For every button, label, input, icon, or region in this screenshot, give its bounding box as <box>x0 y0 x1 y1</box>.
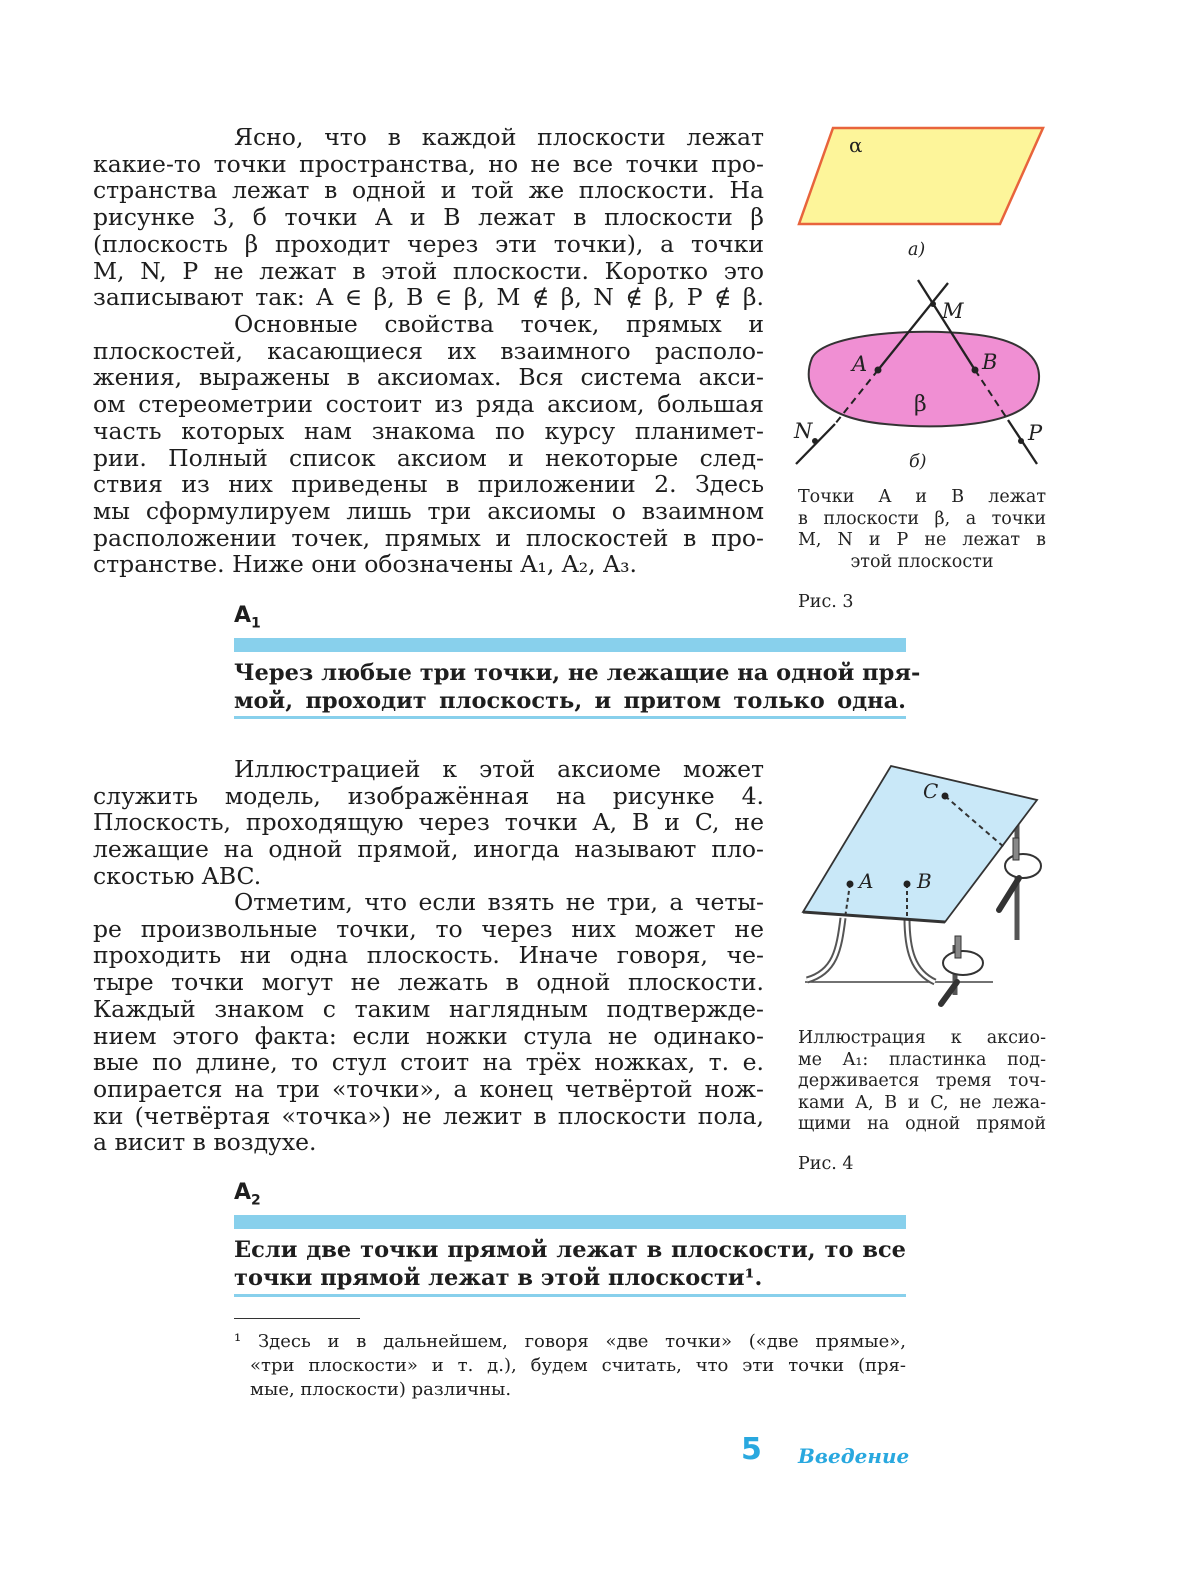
text-line: ствия из них приведены в приложении 2. Здесь <box>93 470 764 499</box>
figure-4-diagram <box>795 760 1055 1020</box>
page-number: 5 <box>741 1432 762 1467</box>
text-line: нием этого факта: если ножки стула не одинако- <box>93 1021 764 1050</box>
label-n: N <box>794 419 813 443</box>
label-b: B <box>982 350 998 374</box>
text-line: Иллюстрацией к этой аксиоме может <box>234 755 764 783</box>
caption-line: M, N и P не лежат в <box>798 530 1046 550</box>
text-line: рисунке 3, б точки A и B лежат в плоскости β <box>93 203 764 232</box>
caption-line: Иллюстрация к аксио- <box>798 1028 1046 1048</box>
label-a: A <box>859 869 874 893</box>
clamp-upper <box>1005 854 1041 878</box>
point-a <box>847 881 854 888</box>
support-leg-left-highlight <box>807 918 843 980</box>
text-line: скостью ABC. <box>93 861 262 890</box>
text-line: ки (четвёртая «точка») не лежит в плоскости пола, <box>93 1101 764 1130</box>
figure-4-number: Рис. 4 <box>798 1154 854 1174</box>
figure-3a-plane <box>795 122 1050 232</box>
text-line: вые по длине, то стул стоит на трёх ножках, т. е. <box>93 1048 764 1077</box>
point-b <box>972 367 979 374</box>
axiom-1-bar <box>234 638 906 652</box>
figure-3b-diagram <box>790 278 1060 473</box>
axiom-2-underline <box>234 1294 906 1297</box>
caption-line: держивается тремя точ- <box>798 1071 1046 1091</box>
footnote-rule <box>234 1318 360 1319</box>
axiom-line: Через любые три точки, не лежащие на одной пря- <box>234 660 921 686</box>
axiom-line: Если две точки прямой лежат в плоскости, то все <box>234 1237 906 1263</box>
text-line: странстве. Ниже они обозначены A₁, A₂, A₃. <box>93 550 637 579</box>
text-line: расположении точек, прямых и плоскостей в про- <box>93 523 764 552</box>
axiom-1-underline <box>234 716 906 719</box>
text-line: лежащие на одной прямой, иногда называют пло- <box>93 835 764 864</box>
text-line: плоскостей, касающиеся их взаимного располо- <box>93 336 764 365</box>
axiom-2-index: 2 <box>251 1192 261 1209</box>
figure-3a-sublabel: а) <box>908 240 926 260</box>
intro-paragraph-2 <box>93 311 764 578</box>
axiom-line: точки прямой лежат в этой плоскости¹. <box>234 1265 763 1291</box>
text-line: ом стереометрии состоит из ряда аксиом, большая <box>93 390 764 419</box>
caption-line: ками A, B и C, не лежа- <box>798 1092 1046 1113</box>
point-p <box>1018 438 1024 444</box>
point-c <box>942 793 949 800</box>
text-line: служить модель, изображённая на рисунке 4. <box>93 781 764 810</box>
intro-paragraph-1 <box>93 124 764 311</box>
text-line: Основные свойства точек, прямых и <box>234 310 764 338</box>
label-beta: β <box>914 392 927 417</box>
footnote-line: мые, плоскости) различны. <box>250 1379 512 1400</box>
text-line: жения, выражены в аксиомах. Вся система акси- <box>93 363 764 392</box>
figure-3-number: Рис. 3 <box>798 592 854 612</box>
caption-line: щими на одной прямой <box>798 1114 1046 1134</box>
axiom-1-letter: A <box>234 603 252 628</box>
text-line: проходить ни одна плоскость. Иначе говоря, че- <box>93 941 764 970</box>
text-line: Отметим, что если взять не три, а четы- <box>234 888 764 916</box>
figure-3-caption <box>798 487 1046 573</box>
footnote-line: ¹ Здесь и в дальнейшем, говоря «две точки» («две прямые», <box>234 1331 906 1352</box>
point-b <box>904 881 911 888</box>
axiom-1-index: 1 <box>251 615 261 632</box>
text-line: Плоскость, проходящую через точки A, B и C, не <box>93 808 764 837</box>
figure-4-caption <box>798 1028 1046 1136</box>
point-a <box>875 367 882 374</box>
axiom-1-label <box>234 603 261 631</box>
text-line: тыре точки могут не лежать в одной плоскости. <box>93 968 764 997</box>
figure-3b-sublabel: б) <box>909 452 927 472</box>
section-title: Введение <box>798 1444 910 1468</box>
text-line: (плоскость β проходит через эти точки), а точки <box>93 229 764 258</box>
axiom-line: мой, проходит плоскость, и притом только одна. <box>234 688 906 714</box>
text-line: записывают так: A ∈ β, B ∈ β, M ∉ β, N ∉ β, P ∉ β. <box>93 283 764 312</box>
axiom-1-text <box>234 659 921 715</box>
footnote-line: «три плоскости» и т. д.), будем считать, что эти точки (пря- <box>250 1355 906 1376</box>
axiom-2-letter: A <box>234 1180 252 1205</box>
text-line: странства лежат в одной и той же плоскости. На <box>93 176 764 205</box>
label-b: B <box>917 869 932 893</box>
text-line: опирается на три «точки», а конец четвёртой нож- <box>93 1074 764 1103</box>
text-line: какие-то точки пространства, но не все точки про- <box>93 149 764 178</box>
clamp-lower-screw <box>955 936 961 958</box>
text-line: мы сформулируем лишь три аксиомы о взаимном <box>93 496 764 525</box>
caption-line: в плоскости β, а точки <box>798 508 1046 529</box>
caption-line: Точки A и B лежат <box>798 487 1046 507</box>
text-line: ре произвольные точки, то через них может не <box>93 914 764 943</box>
axiom-2-bar <box>234 1215 906 1229</box>
plane-alpha-shape <box>799 128 1043 224</box>
axiom-2-label <box>234 1180 261 1208</box>
label-c: C <box>923 779 939 803</box>
point-m <box>930 301 936 307</box>
text-line: рии. Полный список аксиом и некоторые след- <box>93 443 764 472</box>
footnote <box>234 1330 906 1402</box>
text-line: Ясно, что в каждой плоскости лежат <box>234 123 764 151</box>
body-paragraph-1 <box>93 756 764 890</box>
plane-alpha-label: α <box>849 133 863 157</box>
text-line: Каждый знаком с таким наглядным подтвержде- <box>93 994 764 1023</box>
axiom-2-text <box>234 1236 906 1292</box>
caption-line: ме A₁: пластинка под- <box>798 1049 1046 1070</box>
caption-line: этой плоскости <box>850 551 994 572</box>
support-leg-middle-highlight <box>907 918 935 982</box>
label-m: M <box>942 299 964 323</box>
text-line: а висит в воздухе. <box>93 1128 317 1157</box>
text-line: M, N, P не лежат в этой плоскости. Коротко это <box>93 256 764 285</box>
body-paragraph-2 <box>93 889 764 1156</box>
label-p: P <box>1028 421 1043 445</box>
text-line: часть которых нам знакома по курсу планимет- <box>93 416 764 445</box>
point-n <box>812 438 818 444</box>
clamp-lower <box>943 951 983 975</box>
label-a: A <box>852 352 868 376</box>
clamp-upper-screw <box>1013 838 1019 860</box>
